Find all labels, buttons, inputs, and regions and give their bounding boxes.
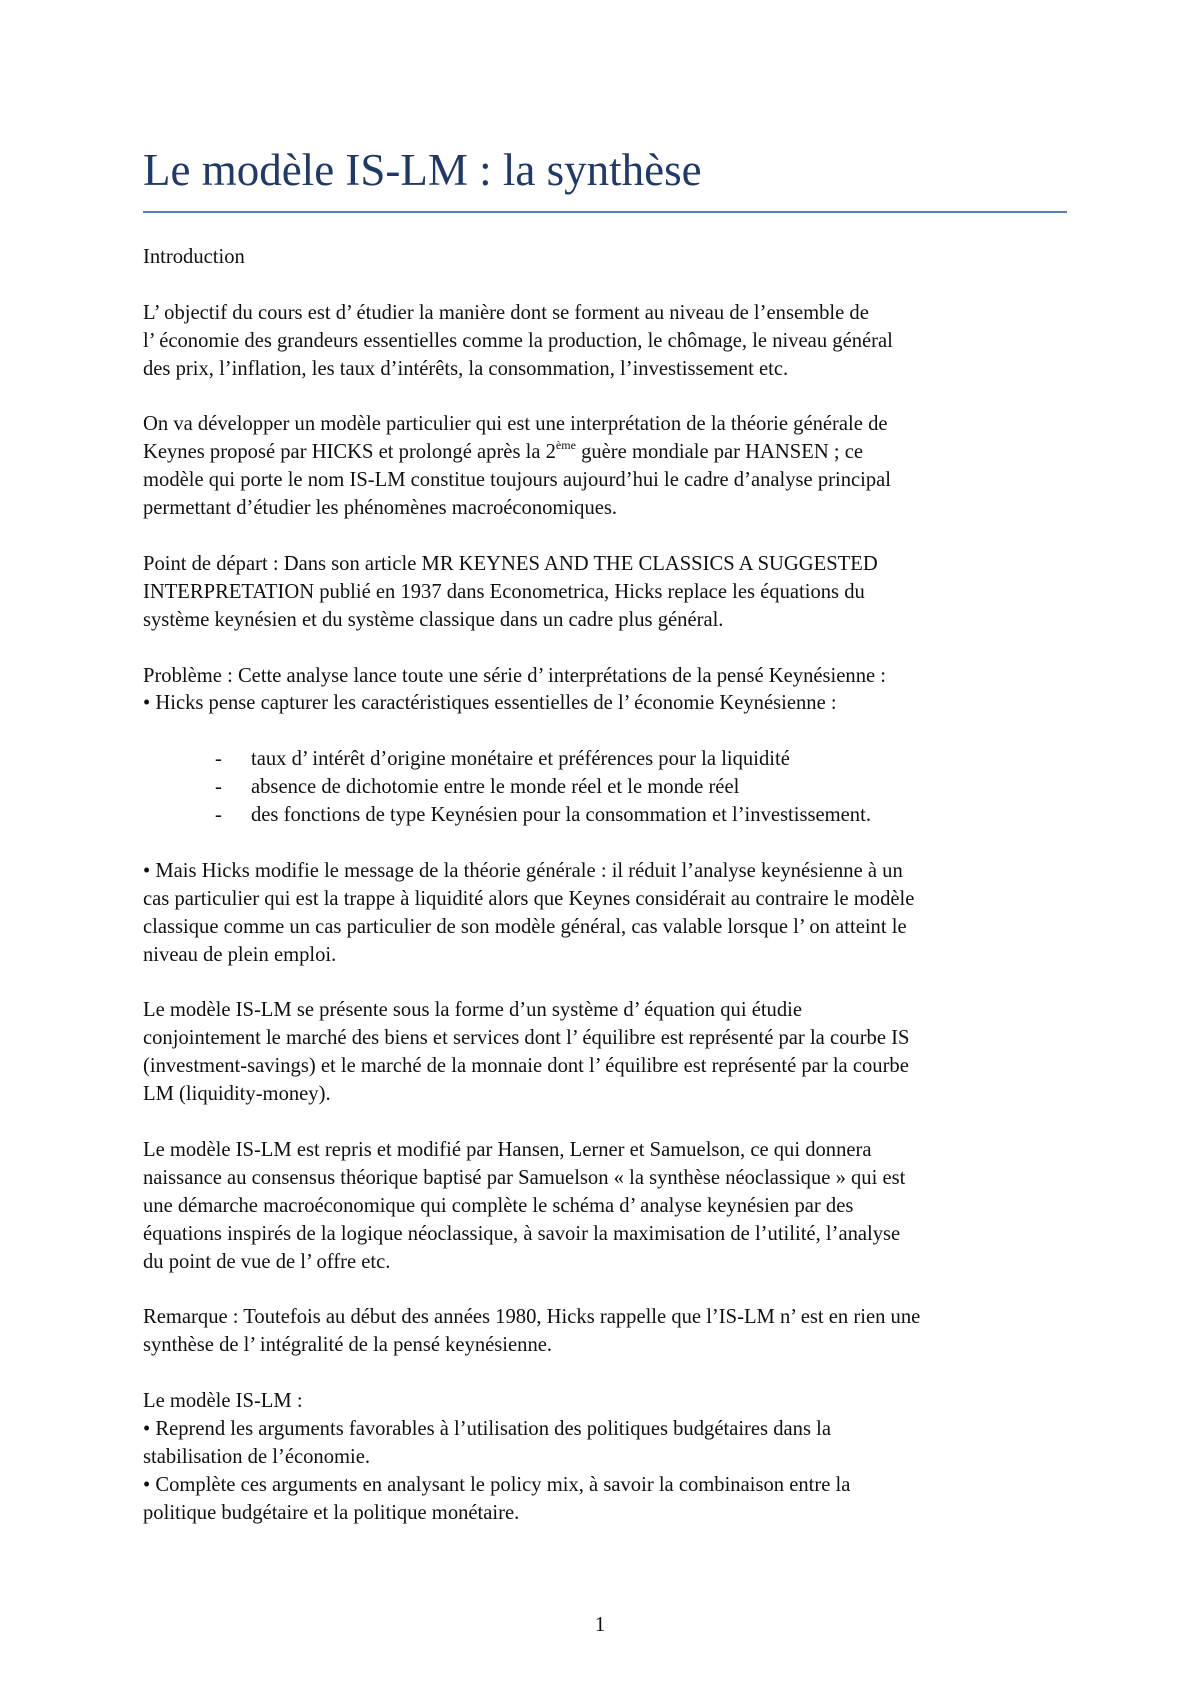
paragraph-mais-hicks — [143, 858, 1073, 970]
text-line: conjointement le marché des biens et services dont l’ équilibre est représenté par la courbe IS — [143, 1027, 910, 1050]
page-number: 1 — [594, 1614, 606, 1636]
intro-heading — [143, 244, 1073, 272]
text-line: On va développer un modèle particulier qui est une interprétation de la théorie générale de — [143, 413, 888, 436]
text-line: cas particulier qui est la trappe à liquidité alors que Keynes considérait au contraire le modèle — [143, 887, 915, 910]
document-body — [143, 244, 1073, 1555]
dash-list — [143, 746, 1073, 830]
text-line: Le modèle IS-LM : — [143, 1390, 303, 1412]
text-line: modèle qui porte le nom IS-LM constitue toujours aujourd’hui le cadre d’analyse principal — [143, 469, 892, 492]
paragraph-objectif — [143, 300, 1073, 384]
text-line: • Reprend les arguments favorables à l’utilisation des politiques budgétaires dans la — [143, 1417, 831, 1440]
dash-bullet: - — [215, 804, 222, 827]
text-line: politique budgétaire et la politique monétaire. — [143, 1501, 520, 1524]
text-line: (investment-savings) et le marché de la monnaie dont l’ équilibre est représenté par la courbe — [143, 1055, 909, 1078]
text-line: • Complète ces arguments en analysant le policy mix, à savoir la combinaison entre la — [143, 1473, 851, 1496]
text-line: naissance au consensus théorique baptisé par Samuelson « la synthèse néoclassique » qui est — [143, 1166, 906, 1189]
ordinal-superscript: ème — [555, 438, 576, 453]
text-line: système keynésien et du système classique dans un cadre plus général. — [143, 608, 724, 631]
text-segment: Keynes proposé par HICKS et prolongé après la 2 — [143, 441, 556, 464]
paragraph-modele — [143, 411, 1073, 523]
text-line: • Hicks pense capturer les caractéristiques essentielles de l’ économie Keynésienne : — [143, 692, 837, 715]
text-line: Le modèle IS-LM se présente sous la forme d’un système d’ équation qui étudie — [143, 999, 803, 1022]
list-item — [143, 746, 1073, 774]
list-item — [143, 802, 1073, 830]
paragraph-modele-is-lm — [143, 1388, 1073, 1528]
text-line: une démarche macroéconomique qui complète le schéma d’ analyse keynésien par des — [143, 1194, 854, 1217]
text-line: Problème : Cette analyse lance toute une série d’ interprétations de la pensé Keynésienne : — [143, 664, 887, 687]
text-line — [143, 439, 1073, 467]
text-line: LM (liquidity-money). — [143, 1083, 331, 1106]
text-line: Le modèle IS-LM est repris et modifié par Hansen, Lerner et Samuelson, ce qui donnera — [143, 1138, 872, 1161]
text-line: permettant d’étudier les phénomènes macroéconomiques. — [143, 497, 618, 520]
text-segment: guère mondiale par HANSEN ; ce — [575, 441, 863, 464]
list-item-text: absence de dichotomie entre le monde réel et le monde réel — [251, 776, 740, 799]
list-item-text: taux d’ intérêt d’origine monétaire et préférences pour la liquidité — [251, 748, 790, 771]
text-line: classique comme un cas particulier de son modèle général, cas valable lorsque l’ on atteint le — [143, 915, 907, 938]
text-line: synthèse de l’ intégralité de la pensé keynésienne. — [143, 1334, 553, 1357]
list-item-text: des fonctions de type Keynésien pour la consommation et l’investissement. — [251, 804, 871, 827]
dash-bullet: - — [215, 748, 222, 771]
text-line: Remarque : Toutefois au début des années 1980, Hicks rappelle que l’IS-LM n’ est en rien une — [143, 1306, 921, 1329]
text-line: des prix, l’inflation, les taux d’intérêts, la consommation, l’investissement etc. — [143, 357, 789, 380]
page-title: Le modèle IS-LM : la synthèse — [143, 145, 702, 195]
text-line: l’ économie des grandeurs essentielles comme la production, le chômage, le niveau général — [143, 329, 893, 352]
title-underline — [143, 211, 1067, 213]
text-line: équations inspirés de la logique néoclassique, à savoir la maximisation de l’utilité, l’analyse — [143, 1222, 901, 1245]
text-line: Point de départ : Dans son article MR KEYNES AND THE CLASSICS A SUGGESTED — [143, 552, 878, 575]
text-line: INTERPRETATION publié en 1937 dans Econometrica, Hicks replace les équations du — [143, 580, 865, 603]
text-line: L’ objectif du cours est d’ étudier la manière dont se forment au niveau de l’ensemble de — [143, 301, 869, 324]
text-line: Introduction — [143, 246, 245, 268]
text-line: du point de vue de l’ offre etc. — [143, 1250, 391, 1273]
text-line: stabilisation de l’économie. — [143, 1445, 371, 1468]
paragraph-point-de-depart — [143, 551, 1073, 635]
paragraph-remarque — [143, 1304, 1073, 1360]
dash-bullet: - — [215, 776, 222, 799]
text-line: niveau de plein emploi. — [143, 943, 337, 966]
paragraph-probleme — [143, 663, 1073, 719]
list-item — [143, 774, 1073, 802]
paragraph-synthese-neoclassique — [143, 1137, 1073, 1277]
text-line: • Mais Hicks modifie le message de la théorie générale : il réduit l’analyse keynésienne à un — [143, 859, 903, 882]
paragraph-systeme-equation — [143, 997, 1073, 1109]
